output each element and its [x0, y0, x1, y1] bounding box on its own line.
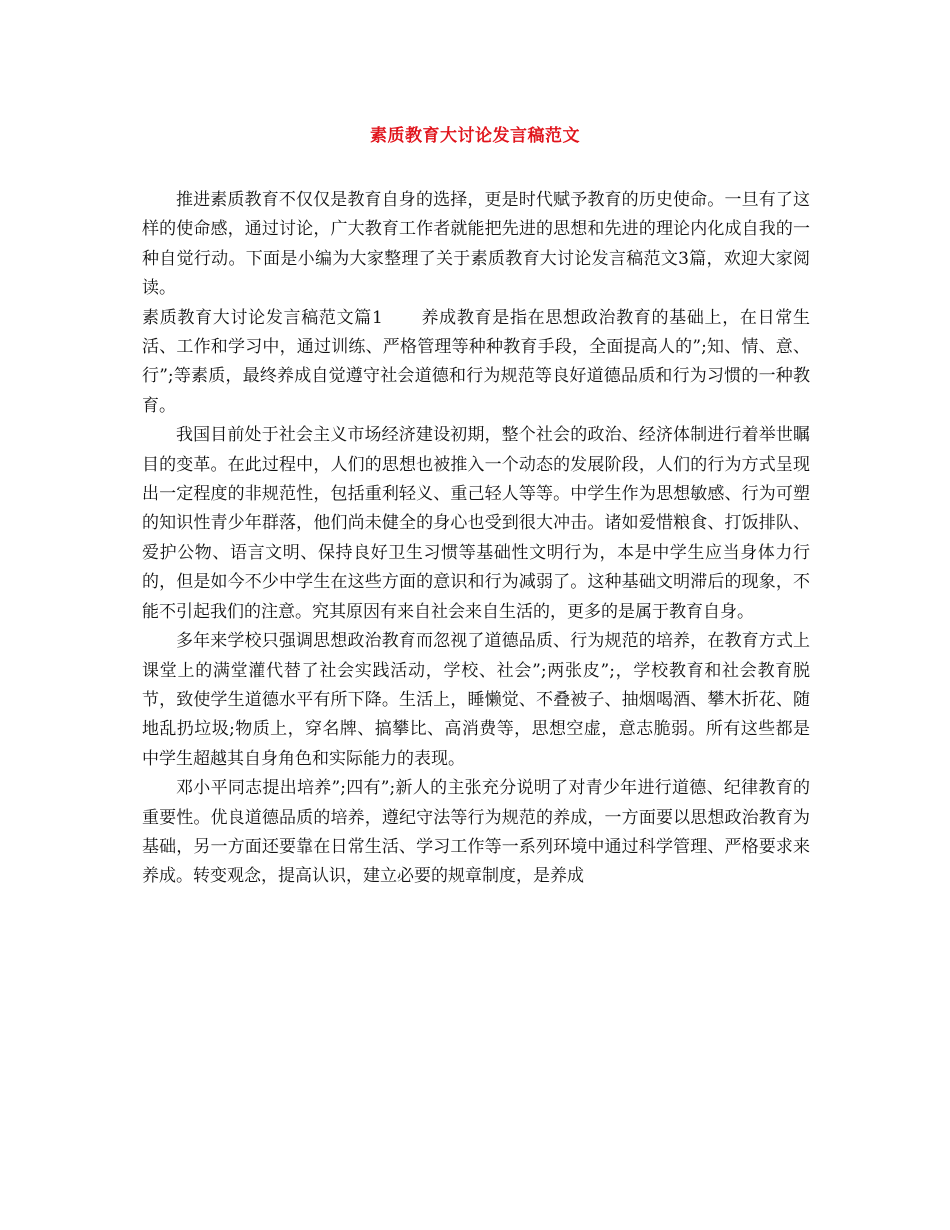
document-body — [142, 186, 810, 892]
section-1-text: 养成教育是指在思想政治教育的基础上，在日常生活、工作和学习中，通过训练、严格管理等种种教育手段，全面提高人的”;知、情、意、行”;等素质，最终养成自觉遵守社会道德和行为规范等良好道德品质和行为习惯的一种教育。 — [142, 307, 810, 416]
section-1-paragraph — [142, 304, 810, 422]
body-paragraph-1: 我国目前处于社会主义市场经济建设初期，整个社会的政治、经济体制进行着举世瞩目的变革。在此过程中，人们的思想也被推入一个动态的发展阶段，人们的行为方式呈现出一定程度的非规范性，包括重利轻义、重己轻人等等。中学生作为思想敏感、行为可塑的知识性青少年群落，他们尚未健全的身心也受到很大冲击。诸如爱惜粮食、打饭排队、爱护公物、语言文明、保持良好卫生习惯等基础性文明行为，本是中学生应当身体力行的，但是如今不少中学生在这些方面的意识和行为减弱了。这种基础文明滞后的现象，不能不引起我们的注意。究其原因有来自社会来自生活的，更多的是属于教育自身。 — [142, 425, 810, 622]
section-1-heading: 素质教育大讨论发言稿范文篇1 — [142, 307, 383, 328]
body-paragraph-3: 邓小平同志提出培养”;四有”;新人的主张充分说明了对青少年进行道德、纪律教育的重要性。优良道德品质的培养，遵纪守法等行为规范的养成，一方面要以思想政治教育为基础，另一方面还要靠在日常生活、学习工作等一系列环境中通过科学管理、严格要求来养成。转变观念，提高认识，建立必要的规章制度，是养成 — [142, 778, 810, 887]
document-title: 素质教育大讨论发言稿范文 — [370, 126, 580, 146]
body-paragraph-2: 多年来学校只强调思想政治教育而忽视了道德品质、行为规范的培养，在教育方式上课堂上的满堂灌代替了社会实践活动，学校、社会”;两张皮”;，学校教育和社会教育脱节，致使学生道德水平有所下降。生活上，睡懒觉、不叠被子、抽烟喝酒、攀木折花、随地乱扔垃圾;物质上，穿名牌、搞攀比、高消费等，思想空虚，意志脆弱。所有这些都是中学生超越其自身角色和实际能力的表现。 — [142, 631, 810, 769]
intro-paragraph: 推进素质教育不仅仅是教育自身的选择，更是时代赋予教育的历史使命。一旦有了这样的使命感，通过讨论，广大教育工作者就能把先进的思想和先进的理论内化成自我的一种自觉行动。下面是小编为大家整理了关于素质教育大讨论发言稿范文3篇，欢迎大家阅读。 — [142, 190, 810, 299]
